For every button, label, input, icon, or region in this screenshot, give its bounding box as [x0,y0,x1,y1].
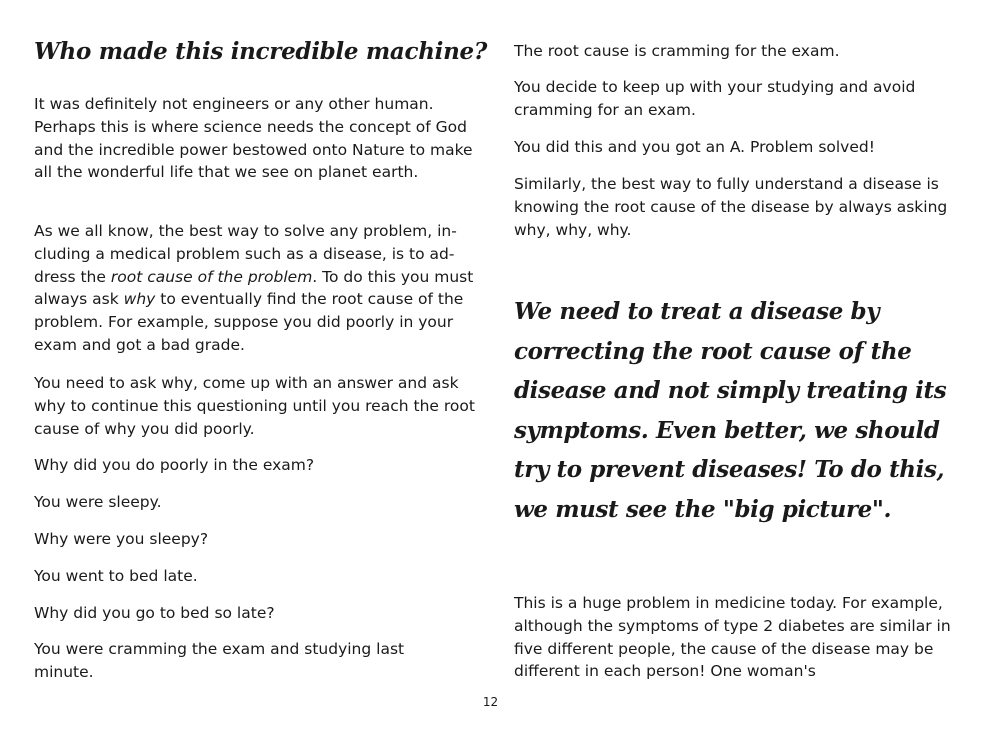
answer-line: You were cramming the exam and studying last minute. [34,640,405,681]
paragraph: The root cause is cramming for the exam. [514,42,840,60]
text-run: . To do this you must always ask [34,267,474,309]
section-heading: Who made this incredible machine? [34,38,488,65]
paragraph: You decide to keep up with your studying and avoid cramming for an exam. [514,78,916,119]
emphasis: why [123,290,156,309]
text-run: to eventually find the root cause of the problem. For example, suppose you did poorly in your exam and got a bad grade. [34,290,464,354]
paragraph: You need to ask why, come up with an answer and ask why to continue this questioning until you reach the root cause of why you did poorly. [34,374,475,438]
question-line: Why did you do poorly in the exam? [34,456,315,474]
pull-quote: We need to treat a disease by correcting the root cause of the disease and not simply treating its symptoms. Even better, we should try to prevent diseases! To do this, we must see the "big picture". [514,298,947,523]
paragraph: This is a huge problem in medicine today. For example, although the symptoms of type 2 diabetes are similar in five different people, the cause of the disease may be different in each person! One woman's [514,594,951,681]
question-line: Why were you sleepy? [34,530,209,548]
paragraph: It was definitely not engineers or any other human. Perhaps this is where science needs the concept of God and the incredible power bestowed onto Nature to make all the wonderful life that we see on planet earth. [34,95,473,182]
paragraph: You did this and you got an A. Problem solved! [514,138,875,156]
emphasis: root cause of the problem [110,267,313,286]
answer-line: You went to bed late. [34,567,198,585]
paragraph: Similarly, the best way to fully understand a disease is knowing the root cause of the disease by always asking why, why, why. [514,175,948,239]
page-number: 12 [482,695,499,709]
question-line: Why did you go to bed so late? [34,604,275,622]
answer-line: You were sleepy. [34,493,162,511]
text-run: As we all know, the best way to solve any problem, including a medical problem such as a disease, is to address the [34,222,457,286]
paragraph [34,220,480,357]
